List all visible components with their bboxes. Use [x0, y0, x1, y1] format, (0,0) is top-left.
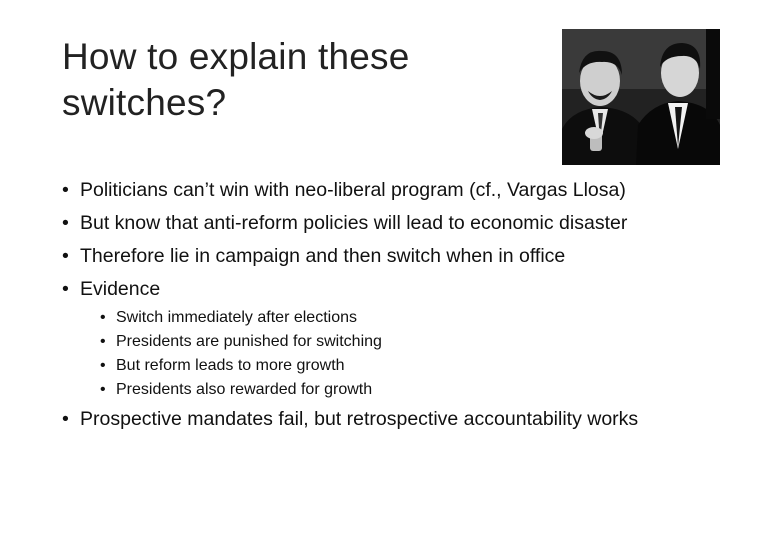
photo-image: [562, 29, 720, 165]
sub-list-item: [100, 330, 520, 354]
sub-list-item: [100, 354, 520, 378]
bullet-icon: •: [62, 245, 69, 267]
conclusion-text: Prospective mandates fail, but retrospective accountability works: [80, 408, 639, 430]
bullet-text: Evidence: [80, 278, 161, 300]
slide-title: [62, 34, 502, 126]
bullet-icon: •: [62, 212, 69, 234]
bullet-icon: •: [100, 333, 106, 350]
sub-bullet-text: Presidents also rewarded for growth: [116, 381, 373, 398]
title-line-2: switches?: [62, 82, 227, 123]
photo: [562, 29, 720, 165]
bullet-icon: •: [62, 179, 69, 201]
bullet-icon: •: [100, 381, 106, 398]
list-item: [62, 174, 762, 207]
list-item: [62, 273, 762, 306]
sub-list-item: [100, 378, 520, 402]
bullet-text: Politicians can’t win with neo-liberal program (cf., Vargas Llosa): [80, 179, 626, 201]
list-item: [62, 207, 762, 240]
main-bullet-list: [62, 174, 762, 306]
sub-bullet-text: Presidents are punished for switching: [116, 333, 382, 350]
list-item: [62, 240, 762, 273]
bullet-text: But know that anti-reform policies will lead to economic disaster: [80, 212, 628, 234]
bullet-icon: •: [62, 278, 69, 300]
sub-list-item: [100, 306, 520, 330]
bullet-icon: •: [62, 408, 69, 430]
bullet-icon: •: [100, 357, 106, 374]
bullet-text: Therefore lie in campaign and then switch when in office: [80, 245, 566, 267]
title-line-1: How to explain these: [62, 36, 410, 77]
bullet-icon: •: [100, 309, 106, 326]
sub-bullet-text: But reform leads to more growth: [116, 357, 345, 374]
conclusion-bullet: [62, 404, 780, 434]
sub-bullet-text: Switch immediately after elections: [116, 309, 357, 326]
evidence-sub-list: [100, 306, 520, 402]
